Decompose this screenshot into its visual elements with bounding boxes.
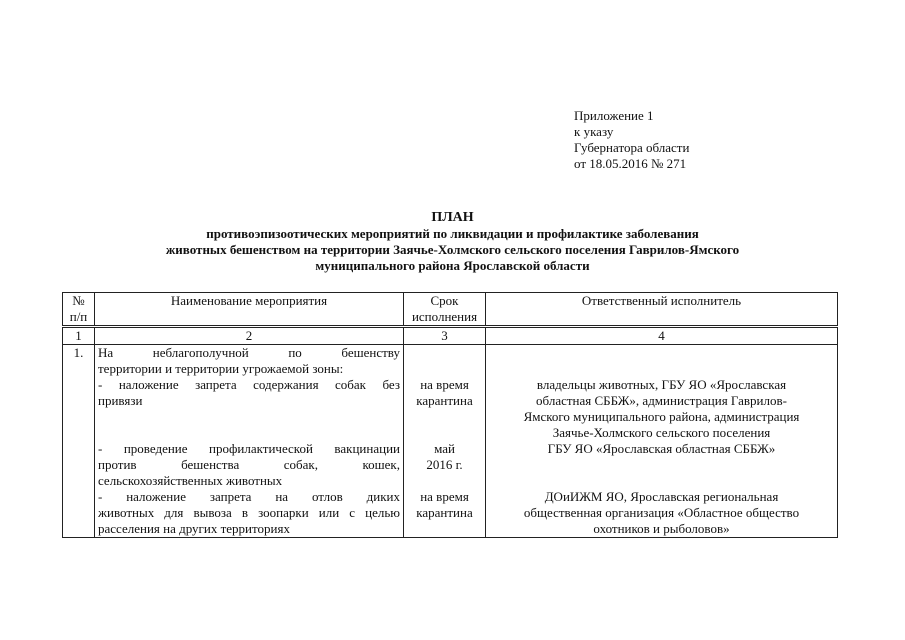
document-title xyxy=(0,210,905,274)
column-number: 1 xyxy=(63,327,95,345)
header-number: № п/п xyxy=(63,293,95,327)
term-item-2: 2016 г. xyxy=(426,457,463,472)
measure-intro: территории и территории угрожаемой зоны: xyxy=(98,361,344,376)
measure-term xyxy=(404,345,486,538)
header-term: Срок исполнения xyxy=(404,293,486,327)
term-item-1: на время xyxy=(420,377,469,392)
title-line: животных бешенством на территории Заячье-Холмского сельского поселения Гаврилов-Ямского xyxy=(165,242,740,257)
header-name: Наименование мероприятия xyxy=(95,293,404,327)
measure-executor xyxy=(486,345,838,538)
measure-item-1: привязи xyxy=(98,393,143,408)
measure-description xyxy=(95,345,404,538)
executor-item-1: Ямского муниципального района, администрация xyxy=(523,409,800,424)
measure-item-3: расселения на других территориях xyxy=(98,521,290,536)
header-executor: Ответственный исполнитель xyxy=(486,293,838,327)
appendix-reference xyxy=(574,108,689,172)
term-item-2: май xyxy=(434,441,455,456)
executor-item-1: владельцы животных, ГБУ ЯО «Ярославская xyxy=(536,377,787,392)
row-number: 1. xyxy=(63,345,95,538)
executor-item-3: общественная организация «Областное общество xyxy=(523,505,800,520)
executor-item-3: охотников и рыболовов» xyxy=(593,521,730,536)
measure-item-2: сельскохозяйственных животных xyxy=(98,473,283,488)
table-row xyxy=(63,345,838,538)
executor-item-1: Заячье-Холмского сельского поселения xyxy=(552,425,771,440)
executor-item-1: областная СББЖ», администрация Гаврилов- xyxy=(536,393,787,408)
term-item-1: карантина xyxy=(416,393,473,408)
appendix-line: Приложение 1 xyxy=(574,108,654,123)
title-line: муниципального района Ярославской области xyxy=(315,258,590,273)
measure-intro: На неблагополучной по бешенству xyxy=(98,345,400,360)
measure-item-1: - наложение запрета содержания собак без xyxy=(98,377,400,392)
measure-item-3: - наложение запрета на отлов диких xyxy=(98,489,400,504)
measure-item-2: против бешенства собак, кошек, xyxy=(98,457,400,472)
column-number: 2 xyxy=(95,327,404,345)
term-item-3: на время xyxy=(420,489,469,504)
measure-item-2: - проведение профилактической вакцинации xyxy=(98,441,400,456)
executor-item-2: ГБУ ЯО «Ярославская областная СББЖ» xyxy=(547,441,776,456)
appendix-line: к указу xyxy=(574,124,614,139)
title-line: противоэпизоотических мероприятий по ликвидации и профилактике заболевания xyxy=(206,226,699,241)
measure-item-3: животных для вывоза в зоопарки или с целью xyxy=(98,505,400,520)
measures-table xyxy=(62,292,838,538)
appendix-line: Губернатора области xyxy=(574,140,690,155)
plan-heading: ПЛАН xyxy=(431,210,474,225)
table-header-row xyxy=(63,293,838,327)
column-number-row xyxy=(63,327,838,345)
term-item-3: карантина xyxy=(416,505,473,520)
appendix-line: от 18.05.2016 № 271 xyxy=(574,156,687,171)
column-number: 3 xyxy=(404,327,486,345)
column-number: 4 xyxy=(486,327,838,345)
executor-item-3: ДОиИЖМ ЯО, Ярославская региональная xyxy=(544,489,779,504)
